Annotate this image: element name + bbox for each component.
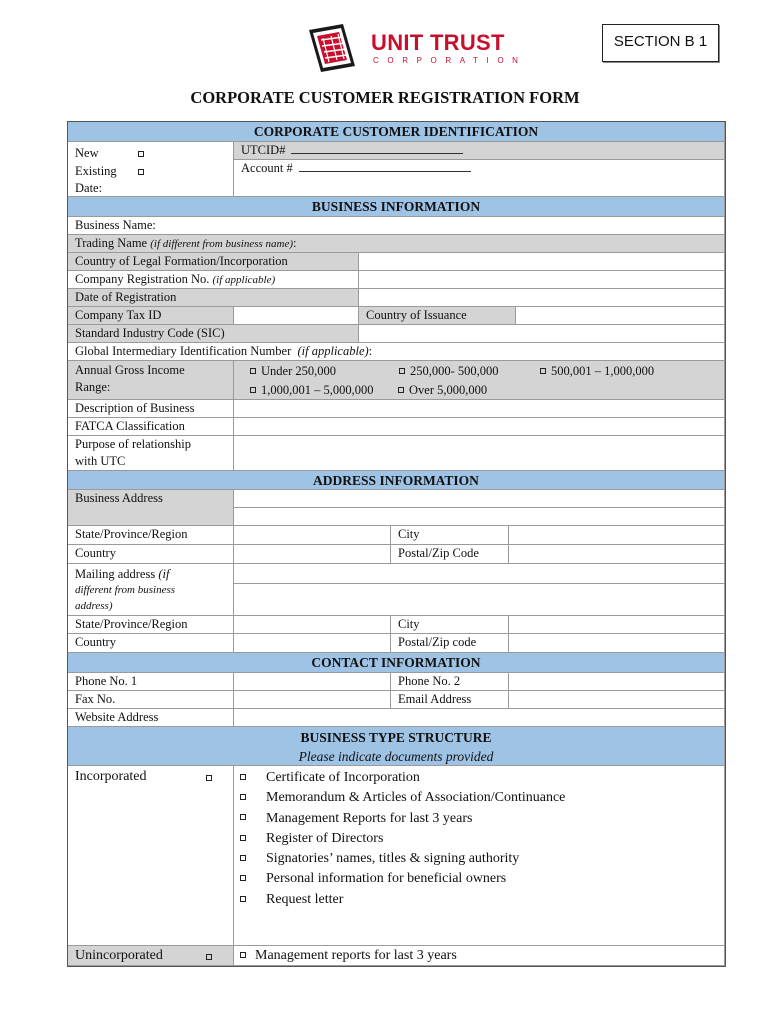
sic-input[interactable] [359, 325, 725, 343]
city-input[interactable] [509, 526, 725, 545]
sic-label: Standard Industry Code (SIC) [68, 325, 359, 343]
business-name-label: Business Name: [75, 218, 156, 232]
form-title: CORPORATE CUSTOMER REGISTRATION FORM [190, 88, 580, 107]
registration-form [67, 121, 726, 967]
mailing-note-3: address) [75, 600, 113, 612]
company-reg-input[interactable] [359, 271, 725, 289]
doc-item[interactable] [240, 809, 565, 829]
mailing-input-2[interactable] [234, 584, 725, 616]
country-issuance-input[interactable] [516, 307, 725, 325]
date-registration-input[interactable] [359, 289, 725, 307]
income-label-line2: Range: [75, 380, 111, 394]
company-reg-label-cell [68, 271, 359, 289]
income-option-4-checkbox[interactable] [250, 387, 256, 393]
account-line [299, 161, 471, 172]
description-label: Description of Business [68, 400, 234, 418]
mailing-label: Mailing address [75, 567, 156, 581]
doc-checkbox[interactable] [240, 875, 246, 881]
doc-checkbox[interactable] [240, 835, 246, 841]
postal-label: Postal/Zip Code [391, 545, 509, 564]
doc-label: Management Reports for last 3 years [266, 810, 473, 826]
phone2-label: Phone No. 2 [391, 673, 509, 691]
doc-label: Management reports for last 3 years [255, 948, 457, 963]
incorporated-docs [234, 766, 725, 946]
date-label: Date: [75, 181, 103, 195]
description-input[interactable] [234, 400, 725, 418]
doc-item[interactable] [240, 890, 565, 910]
doc-checkbox[interactable] [240, 814, 246, 820]
website-input[interactable] [234, 709, 725, 727]
giin-note: (if applicable) [297, 344, 369, 358]
country-formation-input[interactable] [359, 253, 725, 271]
mailing-note-1: (if [158, 567, 170, 581]
logo-subtitle: CORPORATION [373, 56, 527, 65]
state-input-2[interactable] [234, 616, 391, 634]
income-label-cell [68, 361, 234, 400]
doc-checkbox[interactable] [240, 896, 246, 902]
section-label: SECTION B 1 [602, 24, 719, 62]
address-heading: ADDRESS INFORMATION [68, 471, 725, 490]
contact-heading: CONTACT INFORMATION [68, 653, 725, 673]
phone1-input[interactable] [234, 673, 391, 691]
utcid-field[interactable] [234, 142, 725, 160]
new-label: New [75, 146, 99, 160]
income-option-3-checkbox[interactable] [540, 368, 546, 374]
state-label: State/Province/Region [68, 526, 234, 545]
incorporated-doc-list [240, 768, 565, 910]
doc-checkbox[interactable] [240, 794, 246, 800]
doc-label: Certificate of Incorporation [266, 770, 420, 785]
doc-item[interactable] [240, 869, 565, 889]
income-option-3-label: 500,001 – 1,000,000 [551, 364, 655, 378]
doc-item[interactable] [240, 788, 565, 808]
structure-heading: BUSINESS TYPE STRUCTURE [300, 730, 492, 745]
purpose-label-line2: with UTC [75, 454, 126, 468]
unincorporated-checkbox[interactable] [206, 954, 212, 960]
income-option-5-checkbox[interactable] [398, 387, 404, 393]
account-label: Account # [241, 161, 293, 175]
country-label: Country [68, 545, 234, 564]
fax-input[interactable] [234, 691, 391, 709]
utc-logo-icon [303, 22, 359, 74]
company-reg-label: Company Registration No. [75, 272, 210, 286]
income-option-3[interactable] [540, 363, 654, 380]
business-address-label: Business Address [68, 490, 234, 526]
income-option-2-label: 250,000- 500,000 [410, 364, 499, 378]
incorporated-label: Incorporated [75, 769, 147, 784]
existing-checkbox[interactable] [138, 169, 144, 175]
unincorporated-docs[interactable] [234, 946, 725, 966]
income-option-5[interactable] [398, 382, 487, 399]
trading-name-colon: : [293, 236, 297, 250]
unincorporated-label: Unincorporated [75, 948, 163, 963]
existing-label: Existing [75, 164, 117, 178]
purpose-input[interactable] [234, 436, 725, 471]
giin-colon: : [368, 344, 373, 358]
business-address-input-2[interactable] [234, 508, 725, 526]
income-option-1[interactable] [250, 363, 336, 380]
purpose-label-cell [68, 436, 234, 471]
business-name-field[interactable] [68, 217, 725, 235]
email-input[interactable] [509, 691, 725, 709]
business-heading: BUSINESS INFORMATION [68, 197, 725, 217]
structure-heading-cell [68, 727, 725, 766]
income-option-2[interactable] [399, 363, 499, 380]
doc-label: Signatories’ names, titles & signing authority [266, 851, 520, 867]
company-tax-id-label: Company Tax ID [68, 307, 234, 325]
income-option-4-label: 1,000,001 – 5,000,000 [261, 383, 374, 397]
doc-checkbox[interactable] [240, 855, 246, 861]
incorporated-checkbox[interactable] [206, 775, 212, 781]
mailing-note-2: different from business [75, 584, 176, 596]
company-logo [303, 20, 527, 76]
giin-label: Global Intermediary Identification Number [75, 344, 292, 358]
structure-subheading: Please indicate documents provided [298, 749, 494, 764]
phone2-input[interactable] [509, 673, 725, 691]
doc-item[interactable] [240, 829, 565, 849]
doc-item[interactable] [240, 849, 565, 869]
income-option-1-checkbox[interactable] [250, 368, 256, 374]
income-label-line1: Annual Gross Income [75, 363, 185, 377]
doc-label: Request letter [266, 891, 344, 907]
country-input-2[interactable] [234, 634, 391, 653]
city-input-2[interactable] [509, 616, 725, 634]
phone1-label: Phone No. 1 [68, 673, 234, 691]
doc-label: Memorandum & Articles of Association/Continuance [266, 790, 566, 806]
company-reg-note: (if applicable) [212, 274, 276, 286]
state-label-2: State/Province/Region [68, 616, 234, 634]
fax-label: Fax No. [68, 691, 234, 709]
postal-input-2[interactable] [509, 634, 725, 653]
logo-title: UNIT TRUST [371, 30, 505, 55]
doc-label: Register of Directors [266, 830, 384, 846]
account-field[interactable] [234, 160, 725, 197]
purpose-label-line1: Purpose of relationship [75, 437, 191, 451]
income-option-1-label: Under 250,000 [261, 364, 336, 378]
new-checkbox[interactable] [138, 151, 144, 157]
business-address-input-1[interactable] [234, 490, 725, 508]
income-option-5-label: Over 5,000,000 [409, 383, 488, 397]
fatca-input[interactable] [234, 418, 725, 436]
country-issuance-label: Country of Issuance [359, 307, 516, 325]
doc-item[interactable] [240, 768, 565, 788]
country-input[interactable] [234, 545, 391, 564]
trading-name-label: Trading Name [75, 236, 148, 250]
postal-input[interactable] [509, 545, 725, 564]
city-label-2: City [391, 616, 509, 634]
country-formation-label: Country of Legal Formation/Incorporation [68, 253, 359, 271]
country-label-2: Country [68, 634, 234, 653]
income-option-4[interactable] [250, 382, 374, 399]
doc-checkbox[interactable] [240, 774, 246, 780]
trading-name-note: (if different from business name) [150, 238, 294, 250]
state-input[interactable] [234, 526, 391, 545]
email-label: Email Address [391, 691, 509, 709]
postal-label-2: Postal/Zip code [391, 634, 509, 653]
doc-label: Personal information for beneficial owners [266, 871, 507, 887]
doc-checkbox[interactable] [240, 952, 246, 958]
utcid-label: UTCID# [241, 143, 286, 157]
customer-status-cell [68, 142, 234, 197]
fatca-label: FATCA Classification [68, 418, 234, 436]
unincorporated-cell [68, 946, 234, 966]
mailing-input-1[interactable] [234, 564, 725, 584]
utcid-line [291, 143, 463, 154]
income-options [234, 361, 725, 400]
city-label: City [391, 526, 509, 545]
date-registration-label: Date of Registration [68, 289, 359, 307]
income-option-2-checkbox[interactable] [399, 368, 405, 374]
company-tax-id-input[interactable] [234, 307, 359, 325]
giin-field[interactable] [68, 343, 725, 361]
incorporated-cell [68, 766, 234, 946]
website-label: Website Address [68, 709, 234, 727]
identification-heading: CORPORATE CUSTOMER IDENTIFICATION [68, 122, 725, 142]
mailing-label-cell [68, 564, 234, 616]
trading-name-field[interactable] [68, 235, 725, 253]
